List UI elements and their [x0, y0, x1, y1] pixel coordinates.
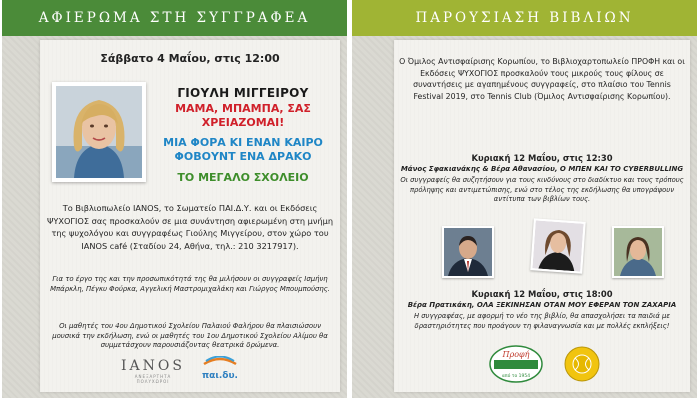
right-paper: [394, 40, 690, 392]
book-title-1: ΜΑΜΑ, ΜΠΑΜΠΑ, ΣΑΣ ΧΡΕΙΑΖΟΜΑΙ!: [175, 102, 311, 129]
paidy-logo-text: παι.δυ.: [202, 371, 238, 381]
right-banner: ΠΑΡΟΥΣΙΑΣΗ ΒΙΒΛΙΩΝ: [352, 0, 697, 36]
left-paper: [40, 40, 340, 392]
right-poster: [352, 0, 697, 398]
book-title-3: ΤΟ ΜΕΓΑΛΟ ΣΧΟΛΕΙΟ: [177, 171, 309, 184]
ianos-logo-text: IANOS: [121, 358, 185, 374]
author-photo-woman-1: [530, 218, 586, 274]
author-photo: [56, 86, 142, 178]
tennis-club-logo: [564, 346, 600, 382]
event1-date: Κυριακή 12 Μαΐου, στις 12:30: [471, 153, 613, 163]
book-title-2: ΜΙΑ ΦΟΡΑ ΚΙ ΕΝΑΝ ΚΑΙΡΟ ΦΟΒΟΥΝΤ ΕΝΑ ΔΡΑΚΟ: [163, 136, 323, 163]
event2-date: Κυριακή 12 Μαΐου, στις 18:00: [471, 289, 613, 299]
ianos-logo-tagline: ΑΝΕΞΑΡΤΗΤΑ ΠΟΛΥΧΩΡΟΙ: [134, 374, 172, 384]
author-photo-man: [442, 226, 494, 278]
proffy-logo-subtext: από το 1954: [501, 374, 531, 379]
invitation-text: Το Βιβλιοπωλείο IANOS, το Σωματείο ΠΑΙ.Δ.Υ. και οι Εκδόσεις ΨΥΧΟΓΙΟΣ σας προσκαλούν σε μια συνάντηση αφιερωμένη στη μνήμη της ψυχολόγου και συγγραφέως Γιούλης Μιγγείρου, στον χώρο του IANOS café (Σταδίου 24, Αθήνα, τηλ.: 210 3217917).: [46, 203, 334, 251]
event1-description: Οι συγγραφείς θα συζητήσουν για τους κινδύνους στο διαδίκτυο και τους τρόπους πρόληψης και αντιμετώπισης, ενώ στο τέλος της εκδήλωσης θα υπογράψουν αντίτυπα των βιβλίων τους.: [400, 176, 684, 204]
author-name: ΓΙΟΥΛΗ ΜΙΓΓΕΙΡΟΥ: [177, 86, 309, 100]
author-photo-woman-2: [612, 226, 664, 278]
left-poster: [2, 0, 347, 398]
event2-description: Η συγγραφέας, με αφορμή το νέο της βιβλίο, θα απασχολήσει τα παιδιά με δραστηριότητες που προάγουν τη φιλαναγνωσία και με πολλές εκπλήξεις!: [413, 312, 671, 330]
proffy-logo: [488, 344, 544, 384]
proffy-logo-text: Προφή: [502, 350, 530, 359]
ianos-logo: [118, 358, 188, 384]
paidy-logo: [200, 356, 240, 386]
intro-text: Ο Όμιλος Αντισφαίρισης Κορωπίου, το Βιβλιοχαρτοπωλείο ΠΡΟΦΗ και οι Εκδόσεις ΨΥΧΟΓΙΟΣ προσκαλούν τους μικρούς τους φίλους σε συναντήσεις με αγαπημένους συγγραφείς, στο πλαίσιο του Tennis Festival 2019, στο Tennis Club (Όμιλος Αντισφαίρισης Κορωπίου).: [399, 57, 685, 101]
event2-title: Βέρα Πρατικάκη, ΟΛΑ ΞΕΚΙΝΗΣΑΝ ΟΤΑΝ ΜΟΥ ΕΦΕΡΑΝ ΤΟΝ ΖΑΧΑΡΙΑ: [407, 301, 677, 309]
event-date: Σάββατο 4 Μαΐου, στις 12:00: [100, 52, 280, 65]
speakers-note: Για το έργο της και την προσωπικότητά της θα μιλήσουν οι συγγραφείς Ισμήνη Μπάρκλη, Πέγκυ Φούρκα, Αγγελική Μαστρομιχαλάκη και Γιώργος Μπουμπούσης.: [50, 275, 330, 293]
left-banner: ΑΦΙΕΡΩΜΑ ΣΤΗ ΣΥΓΓΡΑΦΕΑ: [2, 0, 347, 36]
event1-title: Μάνος Σφακιανάκης & Βέρα Αθανασίου, Ο ΜΠΕΝ ΚΑΙ ΤΟ CYBERBULLING: [400, 165, 684, 173]
author-photo-frame: [52, 82, 146, 182]
students-note: Οι μαθητές του 4ου Δημοτικού Σχολείου Παλαιού Φαλήρου θα πλαισιώσουν μουσικά την εκδήλωση, ενώ οι μαθητές του 1ου Δημοτικού Σχολείου Αλίμου θα συμμετάσχουν παρουσιάζοντας θεατρικά δρώμενα.: [52, 322, 328, 350]
